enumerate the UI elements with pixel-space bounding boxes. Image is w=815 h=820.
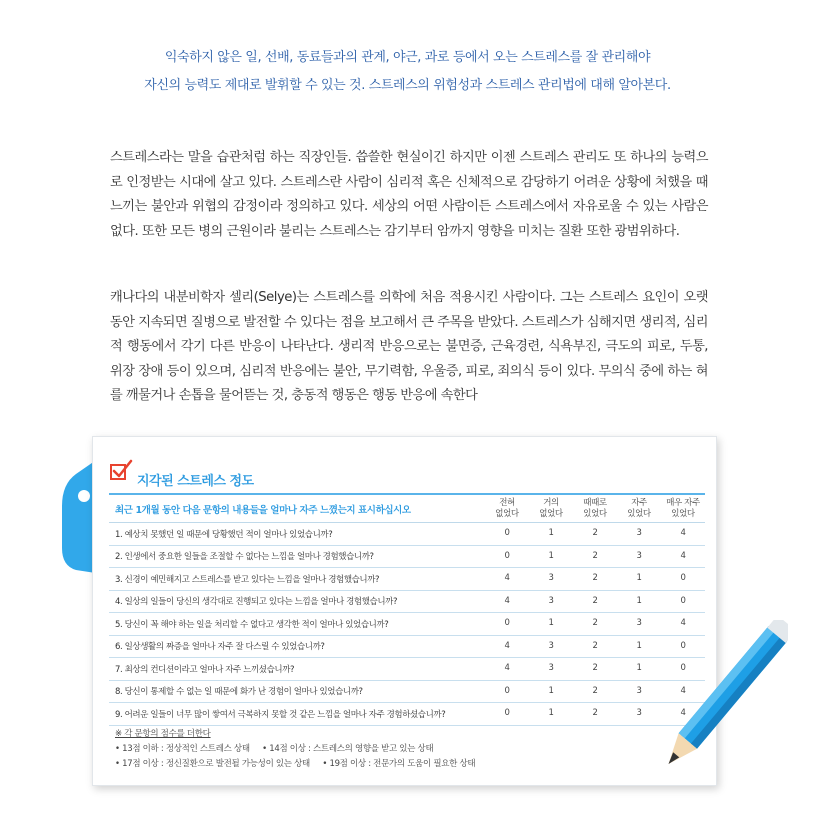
score-cell: 4: [680, 618, 686, 629]
column-header: 전혀 없었다: [495, 497, 519, 519]
scoring-notes: [115, 727, 485, 772]
paragraph-1: 스트레스라는 말을 습관처럼 하는 직장인들. 씁쓸한 현실이긴 하지만 이젠 스트레스 관리도 또 하나의 능력으로 인정받는 시대에 살고 있다. 스트레스란 사람이 심리적 혹은 신체적으로 감당하기 어려운 상황에 처했을 때 느끼는 불안과 위협의 감정이라 정의하고 있다. 세상의 어떤 사람이든 스트레스에서 자유로울 수 있는 사람은 없다. 또한 모든 병의 근원이라 불리는 스트레스는 감기부터 암까지 영향을 미치는 질환 또한 광범위하다.: [110, 150, 708, 239]
score-cell: 4: [680, 685, 686, 696]
question-text: 5. 당신이 꼭 해야 하는 일을 처리할 수 없다고 생각한 적이 얼마나 있었습니까?: [115, 619, 389, 630]
score-cell: 0: [504, 550, 510, 561]
score-cell: 0: [504, 708, 510, 719]
column-header: 매우 자주 있었다: [666, 497, 700, 519]
question-text: 6. 일상생활의 짜증을 얼마나 자주 잘 다스릴 수 있었습니까?: [115, 642, 325, 653]
score-cell: 2: [592, 708, 598, 719]
score-cell: 1: [636, 573, 642, 584]
score-cell: 1: [548, 708, 554, 719]
table-row: [109, 568, 705, 591]
pencil-icon: [648, 620, 788, 790]
score-cell: 2: [592, 685, 598, 696]
score-cell: 0: [680, 663, 686, 674]
score-cell: 3: [636, 528, 642, 539]
paragraph-2: 캐나다의 내분비학자 셀리(Selye)는 스트레스를 의학에 처음 적용시킨 사람이다. 그는 스트레스 요인이 오랫동안 지속되면 질병으로 발전할 수 있다는 점을 보고해서 큰 주목을 받았다. 스트레스가 심해지면 생리적, 심리적 행동에서 각기 다른 반응이 나타난다. 생리적 반응으로는 불면증, 근육경련, 식욕부진, 극도의 피로, 두통, 위장 장애 등이 있으며, 심리적 반응에는 불안, 무기력함, 우울증, 피로, 죄의식 등이 있다. 무의식 중에 하는 혀를 깨물거나 손톱을 물어뜯는 것, 충동적 행동은 행동 반응에 속한다: [110, 290, 708, 403]
column-header: 때때로 있었다: [583, 497, 607, 519]
notes-title: ※ 각 문항의 점수를 더한다: [115, 729, 211, 739]
table-row: [109, 681, 705, 704]
survey-table: [109, 493, 705, 726]
table-header: [109, 493, 705, 523]
score-cell: 0: [680, 640, 686, 651]
notes-line: [115, 742, 485, 757]
score-cell: 4: [504, 595, 510, 606]
column-header: 거의 없었다: [539, 497, 563, 519]
score-cell: 2: [592, 663, 598, 674]
note-item: • 17점 이상 : 정신질환으로 발전될 가능성이 있는 상태: [115, 759, 310, 769]
note-item: • 13점 이하 : 정상적인 스트레스 상태: [115, 744, 250, 754]
question-text: 7. 최상의 컨디션이라고 얼마나 자주 느끼셨습니까?: [115, 664, 295, 675]
score-cell: 1: [636, 595, 642, 606]
score-cell: 1: [548, 685, 554, 696]
question-text: 3. 신경이 예민해지고 스트레스를 받고 있다는 느낌을 얼마나 경험했습니까?: [115, 574, 380, 585]
score-cell: 4: [504, 663, 510, 674]
table-row: [109, 658, 705, 681]
checkbox-check-icon: [109, 459, 133, 483]
score-cell: 1: [548, 550, 554, 561]
score-cell: 3: [548, 595, 554, 606]
intro-line-2: 자신의 능력도 제대로 발휘할 수 있는 것. 스트레스의 위험성과 스트레스 관리법에 대해 알아본다.: [144, 78, 671, 93]
intro-line-1: 익숙하지 않은 일, 선배, 동료들과의 관계, 야근, 과로 등에서 오는 스트레스를 잘 관리해야: [164, 50, 651, 65]
score-cell: 4: [680, 528, 686, 539]
score-cell: 0: [680, 573, 686, 584]
question-text: 4. 일상의 일들이 당신의 생각대로 진행되고 있다는 느낌을 얼마나 경험했습니까?: [115, 597, 398, 608]
score-cell: 0: [504, 618, 510, 629]
score-cell: 3: [636, 708, 642, 719]
score-cell: 4: [680, 708, 686, 719]
column-header: 자주 있었다: [627, 497, 651, 519]
question-text: 9. 어려운 일들이 너무 많이 쌓여서 극복하지 못할 것 같은 느낌을 얼마나 자주 경험하셨습니까?: [115, 709, 446, 720]
question-text: 2. 인생에서 중요한 일들을 조절할 수 없다는 느낌을 얼마나 경험했습니까?: [115, 552, 374, 563]
score-cell: 3: [636, 550, 642, 561]
score-cell: 2: [592, 595, 598, 606]
score-cell: 0: [504, 528, 510, 539]
question-text: 1. 예상치 못했던 일 때문에 당황했던 적이 얼마나 있었습니까?: [115, 529, 333, 540]
score-cell: 1: [636, 640, 642, 651]
table-row: [109, 591, 705, 614]
table-row: [109, 546, 705, 569]
score-cell: 2: [592, 618, 598, 629]
score-cell: 2: [592, 640, 598, 651]
header-question: 최근 1개월 동안 다음 문항의 내용들을 얼마나 자주 느꼈는지 표시하십시오: [115, 504, 411, 516]
score-cell: 4: [680, 550, 686, 561]
survey-card: [92, 436, 717, 786]
score-cell: 2: [592, 573, 598, 584]
score-cell: 2: [592, 550, 598, 561]
score-cell: 4: [504, 573, 510, 584]
score-cell: 3: [548, 573, 554, 584]
score-cell: 1: [548, 618, 554, 629]
score-cell: 0: [504, 685, 510, 696]
table-row: [109, 613, 705, 636]
score-cell: 3: [636, 618, 642, 629]
table-row: [109, 523, 705, 546]
intro-text: [0, 44, 815, 100]
score-cell: 4: [504, 640, 510, 651]
score-cell: 1: [636, 663, 642, 674]
score-cell: 3: [548, 640, 554, 651]
score-cell: 1: [548, 528, 554, 539]
survey-title: 지각된 스트레스 정도: [137, 474, 254, 489]
score-cell: 2: [592, 528, 598, 539]
score-cell: 3: [636, 685, 642, 696]
question-text: 8. 당신이 통제할 수 없는 일 때문에 화가 난 경험이 얼마나 있었습니까?: [115, 687, 363, 698]
note-item: • 14점 이상 : 스트레스의 영향을 받고 있는 상태: [262, 744, 434, 754]
note-item: • 19점 이상 : 전문가의 도움이 필요한 상태: [322, 759, 476, 769]
score-cell: 3: [548, 663, 554, 674]
table-row: [109, 703, 705, 726]
notes-line: [115, 757, 485, 772]
score-cell: 0: [680, 595, 686, 606]
table-row: [109, 636, 705, 659]
